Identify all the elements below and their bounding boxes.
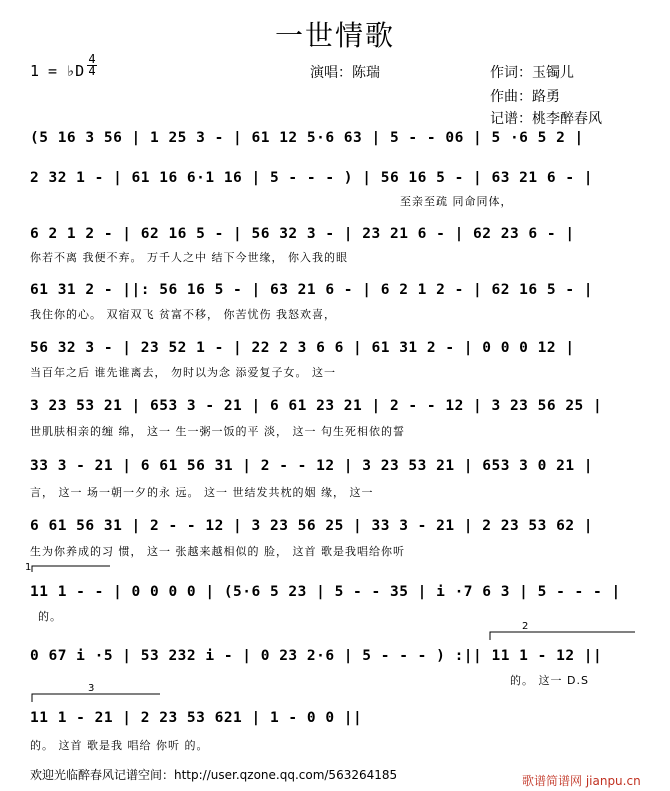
notation-row-1: (5 16 3 56 | 1 25 3 - | 61 12 5·6 63 | 5 - - 06 | 5 ·6 5 2 | (30, 130, 584, 146)
volta-3-bracket (32, 694, 160, 702)
lyrics-row-9: 的。 (38, 610, 62, 623)
song-title: 一世情歌 (274, 19, 395, 52)
lyrics-row-10: 的。 这一 D.S (510, 674, 589, 687)
notation-row-9: 11 1 - - | 0 0 0 0 | (5·6 5 23 | 5 - - 35 | i ·7 6 3 | 5 - - - | (30, 584, 621, 600)
volta-1-label: 1 (25, 562, 32, 573)
watermark: 歌谱简谱网 jianpu.cn (522, 774, 641, 788)
time-signature-top: 4 (88, 52, 96, 66)
lyrics-row-3: 你若不离 我便不弃。 万千人之中 结下今世缘， 你入我的眼 (30, 251, 348, 264)
notation-row-7: 33 3 - 21 | 6 61 56 31 | 2 - - 12 | 3 23 53 21 | 653 3 0 21 | (30, 458, 594, 474)
notation-row-10: 0 67 i ·5 | 53 232 i - | 0 23 2·6 | 5 - - - ) :|| 11 1 - 12 || (30, 648, 603, 664)
footer-credit: 欢迎光临醉春风记谱空间：http://user.qzone.qq.com/563264185 (30, 768, 398, 782)
composer-credit: 作曲：路勇 (490, 89, 560, 105)
notation-row-3: 6 2 1 2 - | 62 16 5 - | 56 32 3 - | 23 21 6 - | 62 23 6 - | (30, 226, 575, 242)
lyrics-row-8: 生为你养成的习 惯， 这一 张越来越相似的 脸， 这首 歌是我唱给你听 (30, 545, 405, 558)
notation-row-2: 2 32 1 - | 61 16 6·1 16 | 5 - - - ) | 56 16 5 - | 63 21 6 - | (30, 170, 594, 186)
volta-2-bracket (490, 632, 635, 640)
lyrics-row-5: 当百年之后 谁先谁离去， 勿时以为念 添爱复子女。 这一 (30, 366, 336, 379)
lyricist-credit: 作词：玉镯儿 (490, 65, 574, 81)
notation-row-6: 3 23 53 21 | 653 3 - 21 | 6 61 23 21 | 2 - - 12 | 3 23 56 25 | (30, 398, 603, 414)
notation-row-5: 56 32 3 - | 23 52 1 - | 22 2 3 6 6 | 61 31 2 - | 0 0 0 12 | (30, 340, 575, 356)
lyrics-row-2: 至亲至疏 同命同体， (400, 195, 513, 208)
time-signature-bottom: 4 (88, 64, 96, 78)
lyrics-row-4: 我住你的心。 双宿双飞 贫富不移， 你苦忧伤 我怒欢喜， (30, 308, 336, 321)
lyrics-row-11: 的。 这首 歌是我 唱给 你听 的。 (30, 739, 209, 752)
volta-1-bracket (32, 566, 110, 572)
lyrics-row-7: 言， 这一 场一朝一夕的永 远。 这一 世结发共枕的姻 缘， 这一 (30, 486, 374, 499)
notation-row-8: 6 61 56 31 | 2 - - 12 | 3 23 56 25 | 33 3 - 21 | 2 23 53 62 | (30, 518, 594, 534)
notation-row-4: 61 31 2 - ||: 56 16 5 - | 63 21 6 - | 6 2 1 2 - | 62 16 5 - | (30, 282, 594, 298)
notation-row-11: 11 1 - 21 | 2 23 53 621 | 1 - 0 0 || (30, 710, 363, 726)
volta-2-label: 2 (522, 621, 529, 632)
key-signature: 1 = ♭D (30, 62, 85, 80)
singer-credit: 演唱：陈瑞 (310, 65, 380, 81)
transcriber-credit: 记谱：桃李醉春风 (490, 111, 602, 127)
volta-3-label: 3 (88, 683, 95, 694)
lyrics-row-6: 世肌肤相亲的缠 绵， 这一 生一粥一饭的平 淡， 这一 句生死相依的誓 (30, 425, 405, 438)
